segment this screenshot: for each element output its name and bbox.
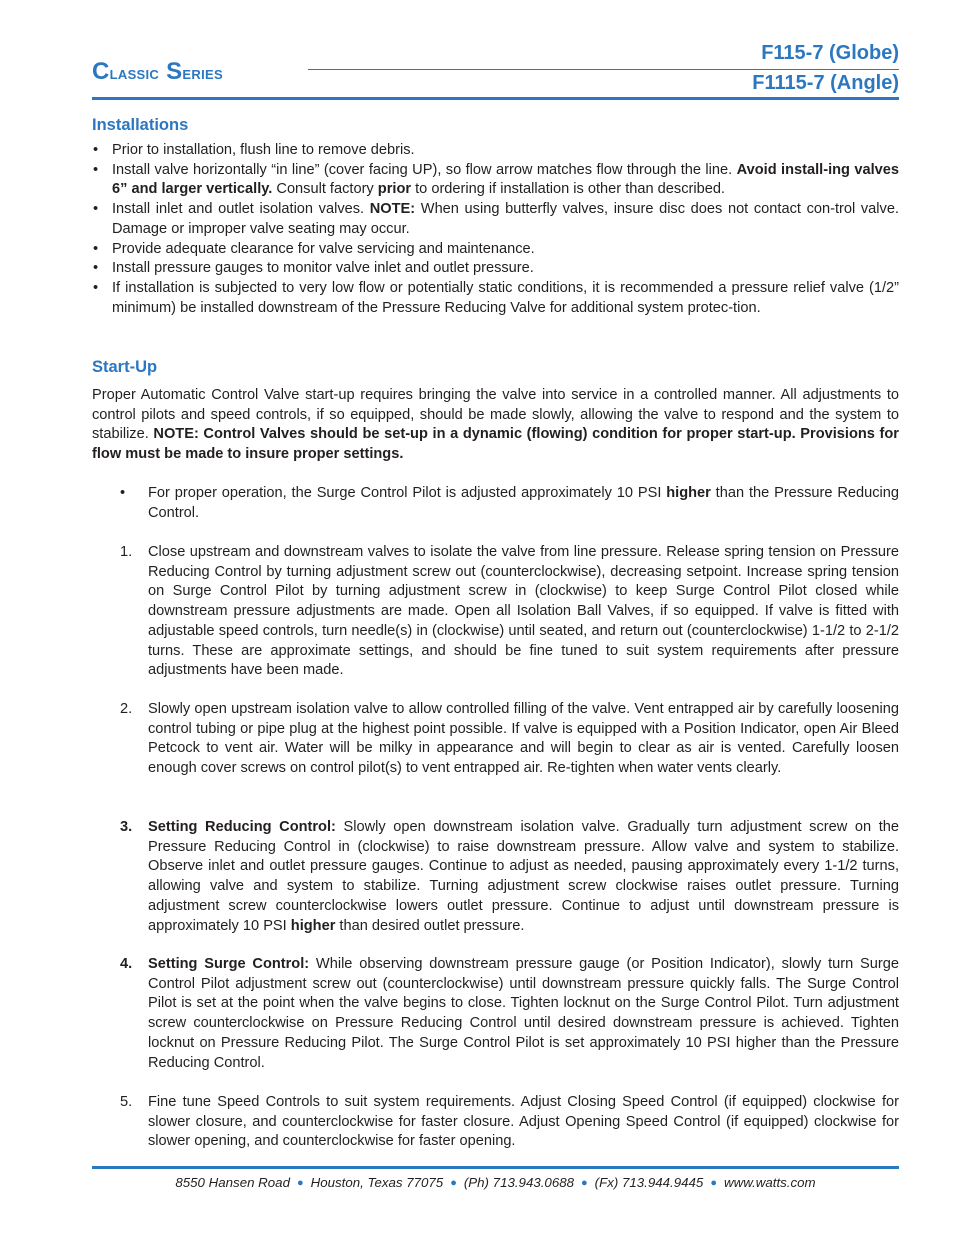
startup-step-4: 4. Setting Surge Control: While observing downstream pressure gauge (or Position Indicator), slowly turn Surge Control Pilot adjustment screw out (counterclockwise) until downstream pressure quickly falls. The Surge Control Pilot is set at the point when the valve begins to close. Tighten locknut on the Surge Control Pilot. Turn adjustment screw counterclockwise on Pressure Reducing Control until desired downstream pressure is achieved. Tighten locknut on Pressure Reducing Pilot. The Surge Control Pilot is set approximately 10 PSI higher than the Pressure Reducing Control.	[120, 956, 899, 1071]
series-title	[92, 58, 223, 86]
list-item: • If installation is subjected to very low flow or potentially static conditions, it is recommended a pressure relief valve (1/2” minimum) be installed downstream of the Pressure Reducing Valve for additional system protec-tion.	[92, 279, 899, 318]
startup-bullet: • For proper operation, the Surge Control Pilot is adjusted approximately 10 PSI higher than the Pressure Reducing Control.	[120, 485, 899, 521]
footer-contact	[92, 1175, 899, 1190]
footer-city: Houston, Texas 77075	[310, 1175, 444, 1190]
series-title-word-1: lassic	[109, 63, 160, 83]
footer-website-link[interactable]: www.watts.com	[724, 1175, 816, 1190]
header-rule	[92, 97, 899, 100]
startup-intro: Proper Automatic Control Valve start-up requires bringing the valve into service in a controlled manner. All adjustments to control pilots and speed controls, if so equipped, should be made slowly, allowing the valve to respond and the system to stabilize. NOTE: Control Valves should be set-up in a dynamic (flowing) condition for proper start-up. Provisions for flow must be made to insure proper settings.	[92, 387, 899, 463]
list-item: • Prior to installation, flush line to remove debris.	[92, 141, 899, 161]
series-title-initial-2: S	[166, 58, 183, 85]
list-item: • Install inlet and outlet isolation valves. NOTE: When using butterfly valves, insure disc does not contact con-trol valve. Damage or improper valve seating may occur.	[92, 200, 899, 239]
footer-rule	[92, 1166, 899, 1169]
model-angle: F1115-7 (Angle)	[752, 72, 899, 94]
startup-step-5: 5. Fine tune Speed Controls to suit system requirements. Adjust Closing Speed Control (if equipped) clockwise for slower closure, and counterclockwise for faster closure. Adjust Opening Speed Control (if equipped) clockwise for slower opening, and counterclockwise for faster opening.	[120, 1094, 899, 1150]
footer-fax: (Fx) 713.944.9445	[594, 1175, 704, 1190]
startup-step-2: 2. Slowly open upstream isolation valve to allow controlled filling of the valve. Vent entrapped air by carefully loosening control tubing or pipe plug at the highest point possible. If valve is equipped with a Position Indicator, open Air Bleed Petcock to vent air. Water will be milky in appearance and will begin to clear as air is vented. Carefully loosen enough cover screws on control pilot(s) to vent entrapped air. Re-tighten when water vents clearly.	[120, 701, 899, 777]
footer-address: 8550 Hansen Road	[175, 1175, 290, 1190]
startup-step-1: 1. Close upstream and downstream valves to isolate the valve from line pressure. Release spring tension on Pressure Reducing Control by turning adjustment screw out (counterclockwise), decreasing setpoint. Increase spring tension on Surge Control Pilot by turning adjustment screw in (clockwise) to keep Surge Control Pilot closed while downstream pressure adjustments are made. Open all Isolation Ball Valves, if so equipped. If valve is fitted with adjustable speed controls, turn needle(s) in (clockwise) until seated, and return out (counterclockwise) 1-1/2 to 2-1/2 turns. These are approximate settings, and should be fine tuned to suit system requirements after pressure adjustments have been made.	[120, 544, 899, 679]
bullet-icon: ●	[450, 1177, 457, 1189]
list-item: • Provide adequate clearance for valve servicing and maintenance.	[92, 240, 899, 260]
series-title-word-2: eries	[182, 63, 223, 83]
installations-list	[92, 141, 899, 318]
list-item: • Install pressure gauges to monitor valve inlet and outlet pressure.	[92, 259, 899, 279]
series-title-initial: C	[92, 58, 110, 85]
list-item: • Install valve horizontally “in line” (cover facing UP), so flow arrow matches flow through the line. Avoid install-ing valves 6” and larger vertically. Consult factory prior to ordering if installation is other than described.	[92, 161, 899, 200]
installations-heading: Installations	[92, 116, 189, 134]
bullet-icon: ●	[710, 1177, 717, 1189]
header-divider	[308, 69, 899, 70]
startup-heading: Start-Up	[92, 358, 158, 376]
bullet-icon: ●	[296, 1177, 304, 1189]
footer-phone: (Ph) 713.943.0688	[463, 1175, 575, 1190]
startup-step-3: 3. Setting Reducing Control: Slowly open downstream isolation valve. Gradually turn adjustment screw on the Pressure Reducing Control in (clockwise) to raise downstream pressure. Allow valve and system to stabilize. Observe inlet and outlet pressure gauges. Continue to adjust as needed, pausing approximately every 1-1/2 turns, allowing valve and system to stabilize. Turning adjustment screw clockwise raises outlet pressure. Turning adjustment screw counterclockwise lowers outlet pressure. Continue to adjust until downstream pressure is approximately 10 PSI higher than desired outlet pressure.	[120, 819, 899, 934]
model-globe: F115-7 (Globe)	[761, 42, 899, 64]
bullet-icon: ●	[581, 1177, 588, 1189]
